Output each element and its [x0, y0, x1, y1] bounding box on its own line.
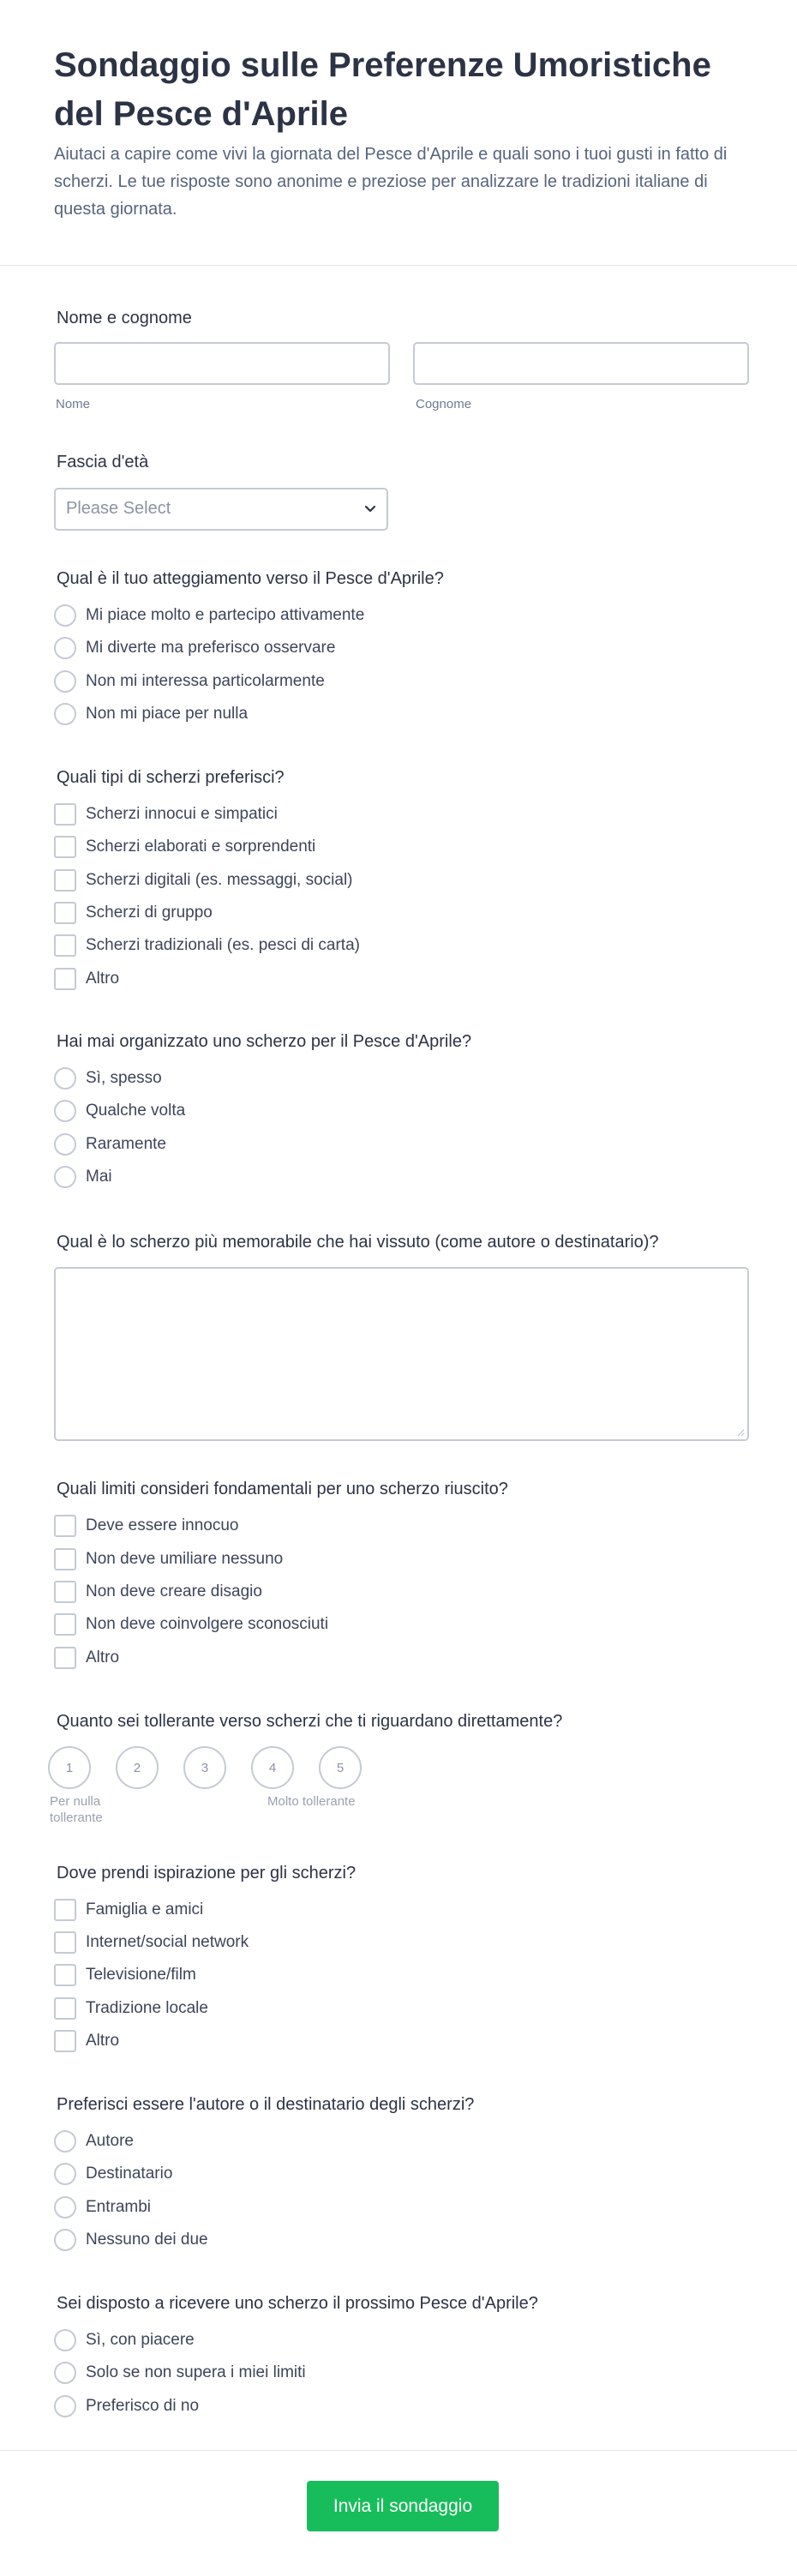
inspiration-option[interactable]: Internet/social network: [54, 1930, 249, 1955]
form-header: [0, 0, 797, 266]
organized-option[interactable]: Sì, spesso: [54, 1066, 162, 1090]
prank-types-question-label: Quali tipi di scherzi preferisci?: [57, 768, 285, 787]
radio-button[interactable]: [54, 2196, 76, 2219]
radio-button[interactable]: [54, 1133, 76, 1156]
first-name-sublabel: Nome: [56, 397, 91, 411]
radio-button[interactable]: [54, 604, 76, 627]
checkbox[interactable]: [54, 1997, 76, 2020]
age-range-select[interactable]: [54, 488, 388, 531]
memorable-question-label: Qual è lo scherzo più memorabile che hai vissuto (come autore o destinatario)?: [57, 1233, 659, 1252]
checkbox[interactable]: [54, 803, 76, 826]
radio-button[interactable]: [54, 1166, 76, 1188]
next-april-question-label: Sei disposto a ricevere uno scherzo il prossimo Pesce d'Aprile?: [57, 2294, 538, 2313]
chevron-down-icon: [363, 500, 378, 519]
attitude-question-label: Qual è il tuo atteggiamento verso il Pesce d'Aprile?: [57, 569, 444, 588]
radio-button[interactable]: [54, 703, 76, 725]
radio-button[interactable]: [54, 637, 76, 659]
limit-option[interactable]: Non deve coinvolgere sconosciuti: [54, 1612, 328, 1636]
attitude-option[interactable]: Mi diverte ma preferisco osservare: [54, 636, 335, 660]
radio-button[interactable]: [54, 670, 76, 693]
form-title: Sondaggio sulle Preferenze Umoristiche del Pesce d'Aprile: [54, 46, 711, 133]
checkbox[interactable]: [54, 1964, 76, 1986]
first-name-input[interactable]: [54, 342, 390, 385]
attitude-option[interactable]: Non mi interessa particolarmente: [54, 670, 325, 694]
scale-max-label: Molto tollerante: [267, 1794, 356, 1809]
checkbox[interactable]: [54, 1899, 76, 1921]
last-name-sublabel: Cognome: [416, 397, 472, 411]
prank-type-option[interactable]: Scherzi tradizionali (es. pesci di carta): [54, 934, 360, 958]
scale-button-1[interactable]: 1: [48, 1746, 91, 1789]
limit-option[interactable]: Altro: [54, 1646, 119, 1670]
organized-option[interactable]: Raramente: [54, 1132, 166, 1156]
organized-question-label: Hai mai organizzato uno scherzo per il Pesce d'Aprile?: [57, 1032, 472, 1051]
radio-button[interactable]: [54, 2329, 76, 2351]
memorable-textarea[interactable]: [54, 1267, 749, 1441]
radio-button[interactable]: [54, 2362, 76, 2384]
next-april-option[interactable]: Preferisco di no: [54, 2394, 199, 2418]
prank-type-option[interactable]: Scherzi elaborati e sorprendenti: [54, 835, 315, 859]
next-april-option[interactable]: Solo se non supera i miei limiti: [54, 2361, 306, 2385]
form-description: Aiutaci a capire come vivi la giornata del Pesce d'Aprile e quali sono i tuoi gusti in fatto di scherzi. Le tue risposte sono anonime e preziose per analizzare le tradizioni italiane di questa giornata.: [54, 145, 728, 219]
role-option[interactable]: Autore: [54, 2129, 134, 2153]
organized-option[interactable]: Mai: [54, 1165, 112, 1189]
checkbox[interactable]: [54, 1647, 76, 1669]
checkbox[interactable]: [54, 836, 76, 858]
role-option[interactable]: Entrambi: [54, 2195, 151, 2219]
prank-type-option[interactable]: Scherzi digitali (es. messaggi, social): [54, 868, 353, 892]
inspiration-option[interactable]: Altro: [54, 2029, 119, 2053]
scale-button-2[interactable]: 2: [116, 1746, 159, 1789]
scale-min-label: Per nulla tollerante: [50, 1794, 103, 1825]
age-range-placeholder: Please Select: [66, 499, 171, 518]
radio-button[interactable]: [54, 2163, 76, 2185]
limit-option[interactable]: Deve essere innocuo: [54, 1514, 239, 1538]
prank-type-option[interactable]: Altro: [54, 967, 119, 991]
attitude-option[interactable]: Non mi piace per nulla: [54, 702, 248, 726]
age-range-label: Fascia d'età: [57, 453, 149, 471]
checkbox[interactable]: [54, 1931, 76, 1954]
submit-button[interactable]: Invia il sondaggio: [307, 2481, 499, 2531]
organized-option[interactable]: Qualche volta: [54, 1099, 185, 1123]
checkbox[interactable]: [54, 1613, 76, 1636]
checkbox[interactable]: [54, 1581, 76, 1603]
attitude-option[interactable]: Mi piace molto e partecipo attivamente: [54, 603, 364, 627]
resize-grip-icon[interactable]: [736, 1428, 745, 1437]
scale-button-4[interactable]: 4: [251, 1746, 294, 1789]
inspiration-option[interactable]: Tradizione locale: [54, 1997, 208, 2021]
prank-type-option[interactable]: Scherzi di gruppo: [54, 901, 213, 925]
scale-button-3[interactable]: 3: [183, 1746, 226, 1789]
checkbox[interactable]: [54, 869, 76, 892]
scale-button-5[interactable]: 5: [319, 1746, 362, 1789]
checkbox[interactable]: [54, 934, 76, 957]
radio-button[interactable]: [54, 1067, 76, 1090]
tolerance-question-label: Quanto sei tollerante verso scherzi che ti riguardano direttamente?: [57, 1712, 563, 1731]
limit-option[interactable]: Non deve creare disagio: [54, 1580, 262, 1604]
radio-button[interactable]: [54, 2130, 76, 2153]
role-question-label: Preferisci essere l'autore o il destinatario degli scherzi?: [57, 2095, 475, 2114]
limits-question-label: Quali limiti consideri fondamentali per uno scherzo riuscito?: [57, 1480, 508, 1498]
checkbox[interactable]: [54, 1548, 76, 1570]
radio-button[interactable]: [54, 1100, 76, 1122]
inspiration-question-label: Dove prendi ispirazione per gli scherzi?: [57, 1864, 357, 1882]
radio-button[interactable]: [54, 2229, 76, 2251]
checkbox[interactable]: [54, 902, 76, 924]
role-option[interactable]: Destinatario: [54, 2162, 172, 2186]
limit-option[interactable]: Non deve umiliare nessuno: [54, 1547, 283, 1571]
full-name-label: Nome e cognome: [57, 309, 192, 327]
next-april-option[interactable]: Sì, con piacere: [54, 2328, 195, 2352]
role-option[interactable]: Nessuno dei due: [54, 2228, 208, 2252]
checkbox[interactable]: [54, 968, 76, 990]
inspiration-option[interactable]: Televisione/film: [54, 1963, 196, 1987]
inspiration-option[interactable]: Famiglia e amici: [54, 1898, 203, 1922]
last-name-input[interactable]: [413, 342, 749, 385]
checkbox[interactable]: [54, 2030, 76, 2052]
checkbox[interactable]: [54, 1515, 76, 1537]
radio-button[interactable]: [54, 2395, 76, 2417]
prank-type-option[interactable]: Scherzi innocui e simpatici: [54, 802, 278, 826]
